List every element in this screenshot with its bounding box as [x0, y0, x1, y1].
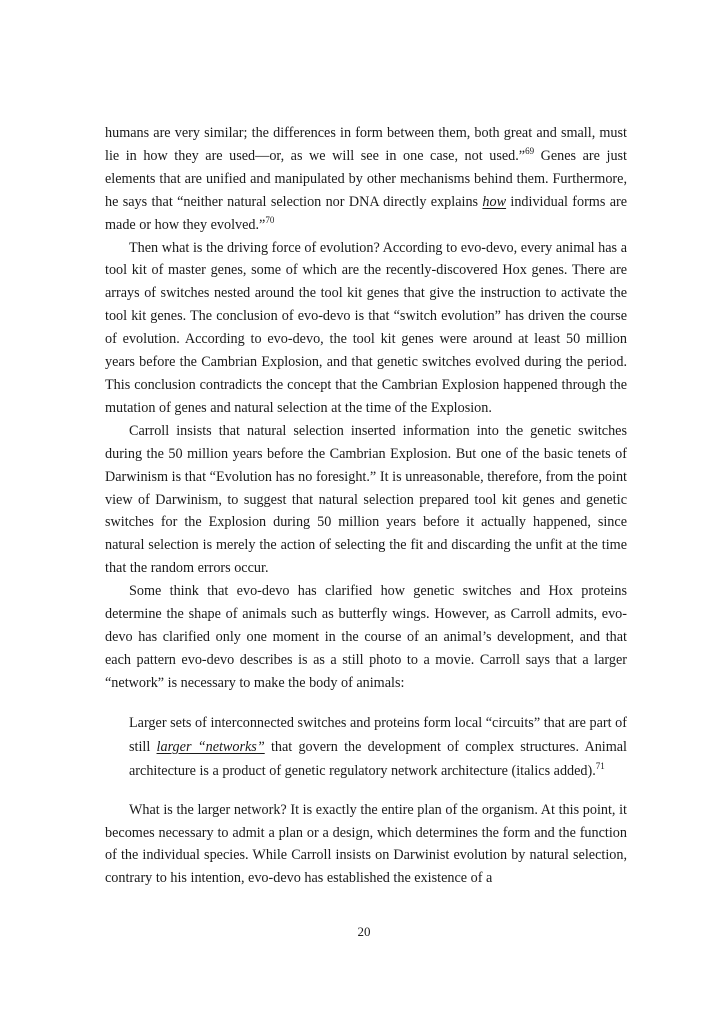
- footnote-ref-70: 70: [265, 214, 275, 225]
- emphasis-larger-networks: larger “networks”: [156, 738, 265, 755]
- paragraph-1-text-b: Genes are just elements that are unified and manipulated by other mechanisms behind them. Furthermore, he says that “neither natural selection nor DNA directly explains: [105, 147, 627, 210]
- document-page: [105, 122, 627, 890]
- paragraph-1: [105, 122, 627, 237]
- paragraph-2: Then what is the driving force of evolution? According to evo-devo, every animal has a tool kit of master genes, some of which are the recently-discovered Hox genes. There are arrays of switches nested around the tool kit genes that give the instruction to activate the tool kit genes. The conclusion of evo-devo is that “switch evolution” has driven the course of evolution. According to evo-devo, the tool kit genes were around at least 50 million years before the Cambrian Explosion, and that genetic switches evolved during the period. This conclusion contradicts the concept that the Cambrian Explosion happened through the mutation of genes and natural selection at the time of the Explosion.: [105, 239, 627, 416]
- paragraph-1-text-a: humans are very similar; the differences in form between them, both great and small, must lie in how they are used—or, as we will see in one case, not used.”: [105, 125, 627, 164]
- paragraph-1-text-c: individual forms are made or how they evolved.”: [105, 193, 628, 233]
- quote-text-a: Larger sets of interconnected switches and proteins form local “circuits” that are part of still: [129, 714, 627, 755]
- block-quote-text: [129, 711, 627, 783]
- footnote-ref-69: 69: [525, 145, 535, 156]
- paragraph-3: Carroll insists that natural selection inserted information into the genetic switches during the 50 million years before the Cambrian Explosion. But one of the basic tenets of Darwinism is that “Evolution has no foresight.” It is unreasonable, therefore, from the point view of Darwinism, to suggest that natural selection prepared tool kit genes and genetic switches for the Explosion during 50 million years before it actually happened, since natural selection is merely the action of selecting the fit and discarding the unfit at the time that the random errors occur.: [105, 422, 627, 577]
- paragraph-5: What is the larger network? It is exactly the entire plan of the organism. At this point, it becomes necessary to admit a plan or a design, which determines the form and the function of the individual species. While Carroll insists on Darwinist evolution by natural selection, contrary to his intention, evo-devo has established the existence of a: [105, 801, 627, 887]
- quote-text-b: that govern the development of complex structures. Animal architecture is a product of genetic regulatory network architecture (italics added).: [129, 738, 627, 779]
- footnote-ref-71: 71: [595, 760, 605, 771]
- page-number: 20: [357, 924, 371, 939]
- block-quote: [129, 711, 627, 783]
- paragraph-4: Some think that evo-devo has clarified how genetic switches and Hox proteins determine the shape of animals such as butterfly wings. However, as Carroll admits, evo-devo has clarified only one moment in the course of an animal’s development, and that each pattern evo-devo describes is as a still photo to a movie. Carroll says that a larger “network” is necessary to make the body of animals:: [105, 583, 627, 691]
- emphasis-how: how: [482, 193, 507, 210]
